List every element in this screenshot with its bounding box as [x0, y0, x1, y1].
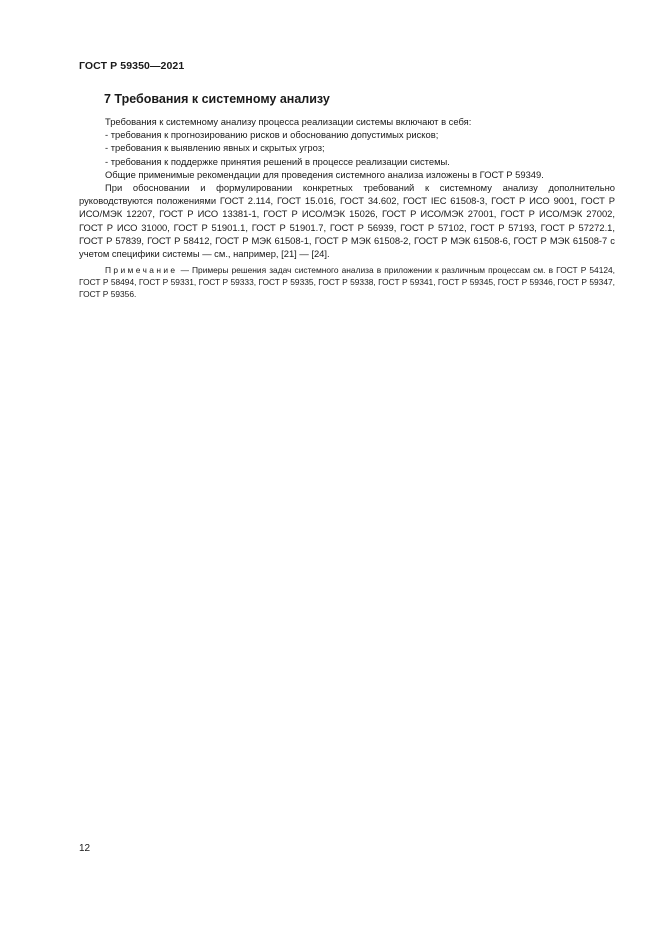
requirement-item-3: - требования к поддержке принятия решений в процессе реализации системы.: [105, 155, 450, 167]
page-number: 12: [79, 843, 91, 854]
document-code-header: ГОСТ Р 59350—2021: [79, 60, 185, 72]
requirement-item-2: - требования к выявлению явных и скрытых угроз;: [105, 142, 325, 154]
paragraph-general-recommendations: Общие применимые рекомендации для проведения системного анализа изложены в ГОСТ Р 59349.: [105, 168, 544, 180]
paragraph-intro: Требования к системному анализу процесса реализации системы включают в себя:: [105, 116, 472, 127]
note-paragraph: [79, 264, 615, 300]
section-body: [79, 115, 615, 300]
requirement-item-1: - требования к прогнозированию рисков и обоснованию допустимых рисков;: [105, 129, 439, 141]
paragraph-standards: При обосновании и формулировании конкретных требований к системному анализу дополнительно руководствуются положениями ГОСТ 2.114, ГОСТ 15.016, ГОСТ 34.602, ГОСТ IEC 61508-3, ГОСТ Р ИСО 9001, ГОСТ Р ИСО/МЭК 12207, ГОСТ Р ИСО 13381-1, ГОСТ Р ИСО/МЭК 15026, ГОСТ Р ИСО/МЭК 27001, ГОСТ Р ИСО/МЭК 27002, ГОСТ Р ИСО 31000, ГОСТ Р 51901.1, ГОСТ Р 51901.7, ГОСТ Р 56939, ГОСТ Р 57102, ГОСТ Р 57193, ГОСТ Р 57272.1, ГОСТ Р 57839, ГОСТ Р 58412, ГОСТ Р МЭК 61508-1, ГОСТ Р МЭК 61508-2, ГОСТ Р МЭК 61508-6, ГОСТ Р МЭК 61508-7 с учетом специфики системы — см., например, [21] — [24].: [79, 182, 615, 260]
note-text: — Примеры решения задач системного анализа в приложении к различным процессам см. в ГОСТ Р 54124, ГОСТ Р 58494, ГОСТ Р 59331, ГОСТ Р 59333, ГОСТ Р 59335, ГОСТ Р 59338, ГОСТ Р 59341, ГОСТ Р 59345, ГОСТ Р 59346, ГОСТ Р 59347, ГОСТ Р 59356.: [79, 265, 615, 300]
note-label: Примечание: [105, 265, 178, 276]
section-title: 7 Требования к системному анализу: [104, 92, 330, 106]
